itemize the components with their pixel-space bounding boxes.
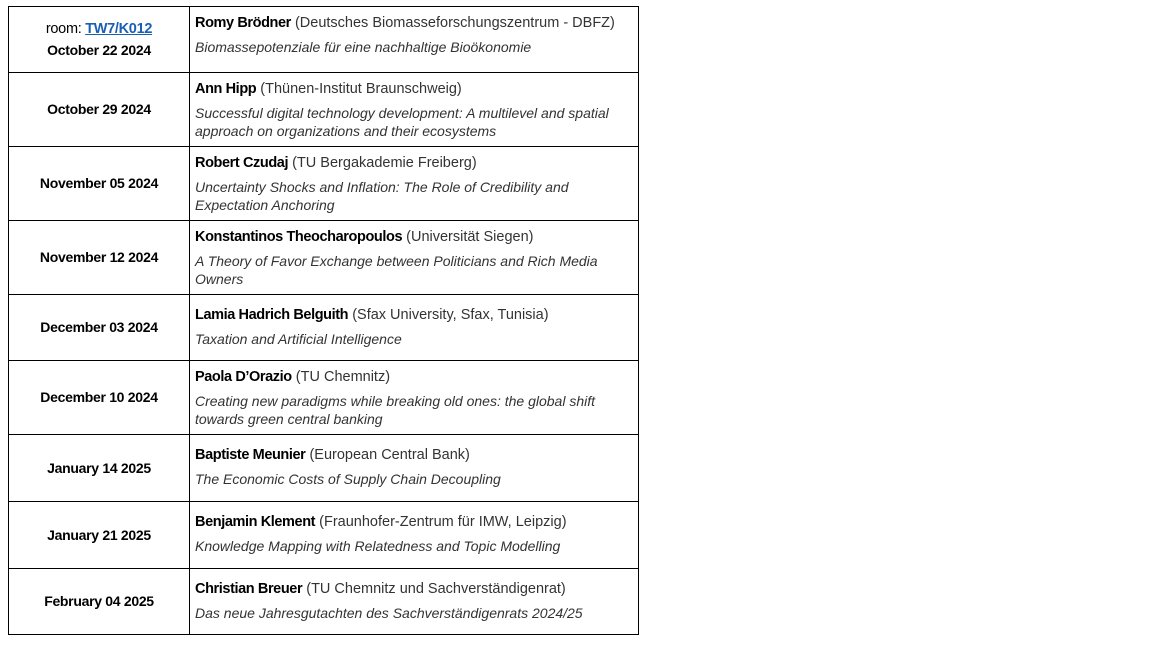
talk-date: October 22 2024 [47,41,151,58]
speaker-line [195,446,634,464]
schedule-row [9,361,639,435]
speaker-name: Ann Hipp [195,81,257,97]
date-cell [9,73,190,147]
talk-date: December 10 2024 [40,389,158,405]
room-link[interactable]: TW7/K012 [85,20,153,37]
speaker-line [195,14,634,32]
speaker-line [195,580,634,598]
speaker-affiliation: (TU Chemnitz und Sachverständigenrat) [306,581,566,597]
info-cell [190,502,639,569]
talk-date: December 03 2024 [40,319,158,335]
talk-title: Creating new paradigms while breaking old ones: the global shift towards green central banking [195,393,596,427]
speaker-affiliation: (Universität Siegen) [406,229,534,245]
speaker-name: Romy Brödner [195,15,291,31]
info-cell [190,569,639,635]
speaker-line [195,306,634,324]
talk-title: A Theory of Favor Exchange between Politicians and Rich Media Owners [195,253,598,287]
schedule-row [9,221,639,295]
info-cell [190,435,639,502]
speaker-name: Paola D’Orazio [195,369,292,385]
speaker-affiliation: (TU Bergakademie Freiberg) [292,155,477,171]
talk-title: Knowledge Mapping with Relatedness and Topic Modelling [195,538,561,554]
date-cell [9,569,190,635]
talk-date: November 12 2024 [39,249,159,265]
speaker-line [195,368,634,386]
date-cell [9,295,190,361]
speaker-affiliation: (European Central Bank) [309,447,470,463]
schedule-table [8,6,639,635]
speaker-name: Baptiste Meunier [195,447,306,463]
speaker-line [195,513,634,531]
date-cell [9,7,190,73]
schedule-row [9,435,639,502]
talk-title: Successful digital technology development: A multilevel and spatial approach on organizations and their ecosystems [195,105,609,139]
date-cell [9,361,190,435]
speaker-line [195,80,634,98]
info-cell [190,73,639,147]
speaker-affiliation: (Thünen-Institut Braunschweig) [260,81,462,97]
schedule-row [9,147,639,221]
date-cell [9,502,190,569]
talk-title: Das neue Jahresgutachten des Sachverständigenrats 2024/25 [195,605,583,621]
date-cell [9,221,190,295]
speaker-affiliation: (TU Chemnitz) [295,369,391,385]
schedule-row [9,569,639,635]
room-line [9,19,189,40]
schedule-row [9,502,639,569]
talk-title: Biomassepotenziale für eine nachhaltige Bioökonomie [195,39,532,55]
talk-date: February 04 2025 [44,593,154,609]
talk-date: October 29 2024 [47,101,151,117]
talk-title: The Economic Costs of Supply Chain Decoupling [195,471,501,487]
speaker-affiliation: (Sfax University, Sfax, Tunisia) [352,307,549,323]
date-cell [9,435,190,502]
room-label: room: [45,20,82,37]
schedule-row [9,7,639,73]
talk-date: January 21 2025 [47,526,151,543]
speaker-name: Konstantinos Theocharopoulos [195,229,403,245]
talk-date: January 14 2025 [47,459,151,476]
talk-date: November 05 2024 [39,175,159,191]
speaker-line [195,228,634,246]
info-cell [190,295,639,361]
info-cell [190,361,639,435]
info-cell [190,221,639,295]
schedule-row [9,73,639,147]
speaker-name: Christian Breuer [195,581,303,597]
info-cell [190,147,639,221]
speaker-name: Robert Czudaj [195,155,289,171]
speaker-name: Lamia Hadrich Belguith [195,307,349,323]
date-cell [9,147,190,221]
speaker-line [195,154,634,172]
speaker-name: Benjamin Klement [195,514,316,530]
talk-title: Uncertainty Shocks and Inflation: The Role of Credibility and Expectation Anchoring [195,179,569,213]
speaker-affiliation: (Deutsches Biomasseforschungszentrum - DBFZ) [294,15,615,31]
talk-title: Taxation and Artificial Intelligence [195,331,402,347]
speaker-affiliation: (Fraunhofer-Zentrum für IMW, Leipzig) [319,514,567,530]
info-cell [190,7,639,73]
schedule-row [9,295,639,361]
